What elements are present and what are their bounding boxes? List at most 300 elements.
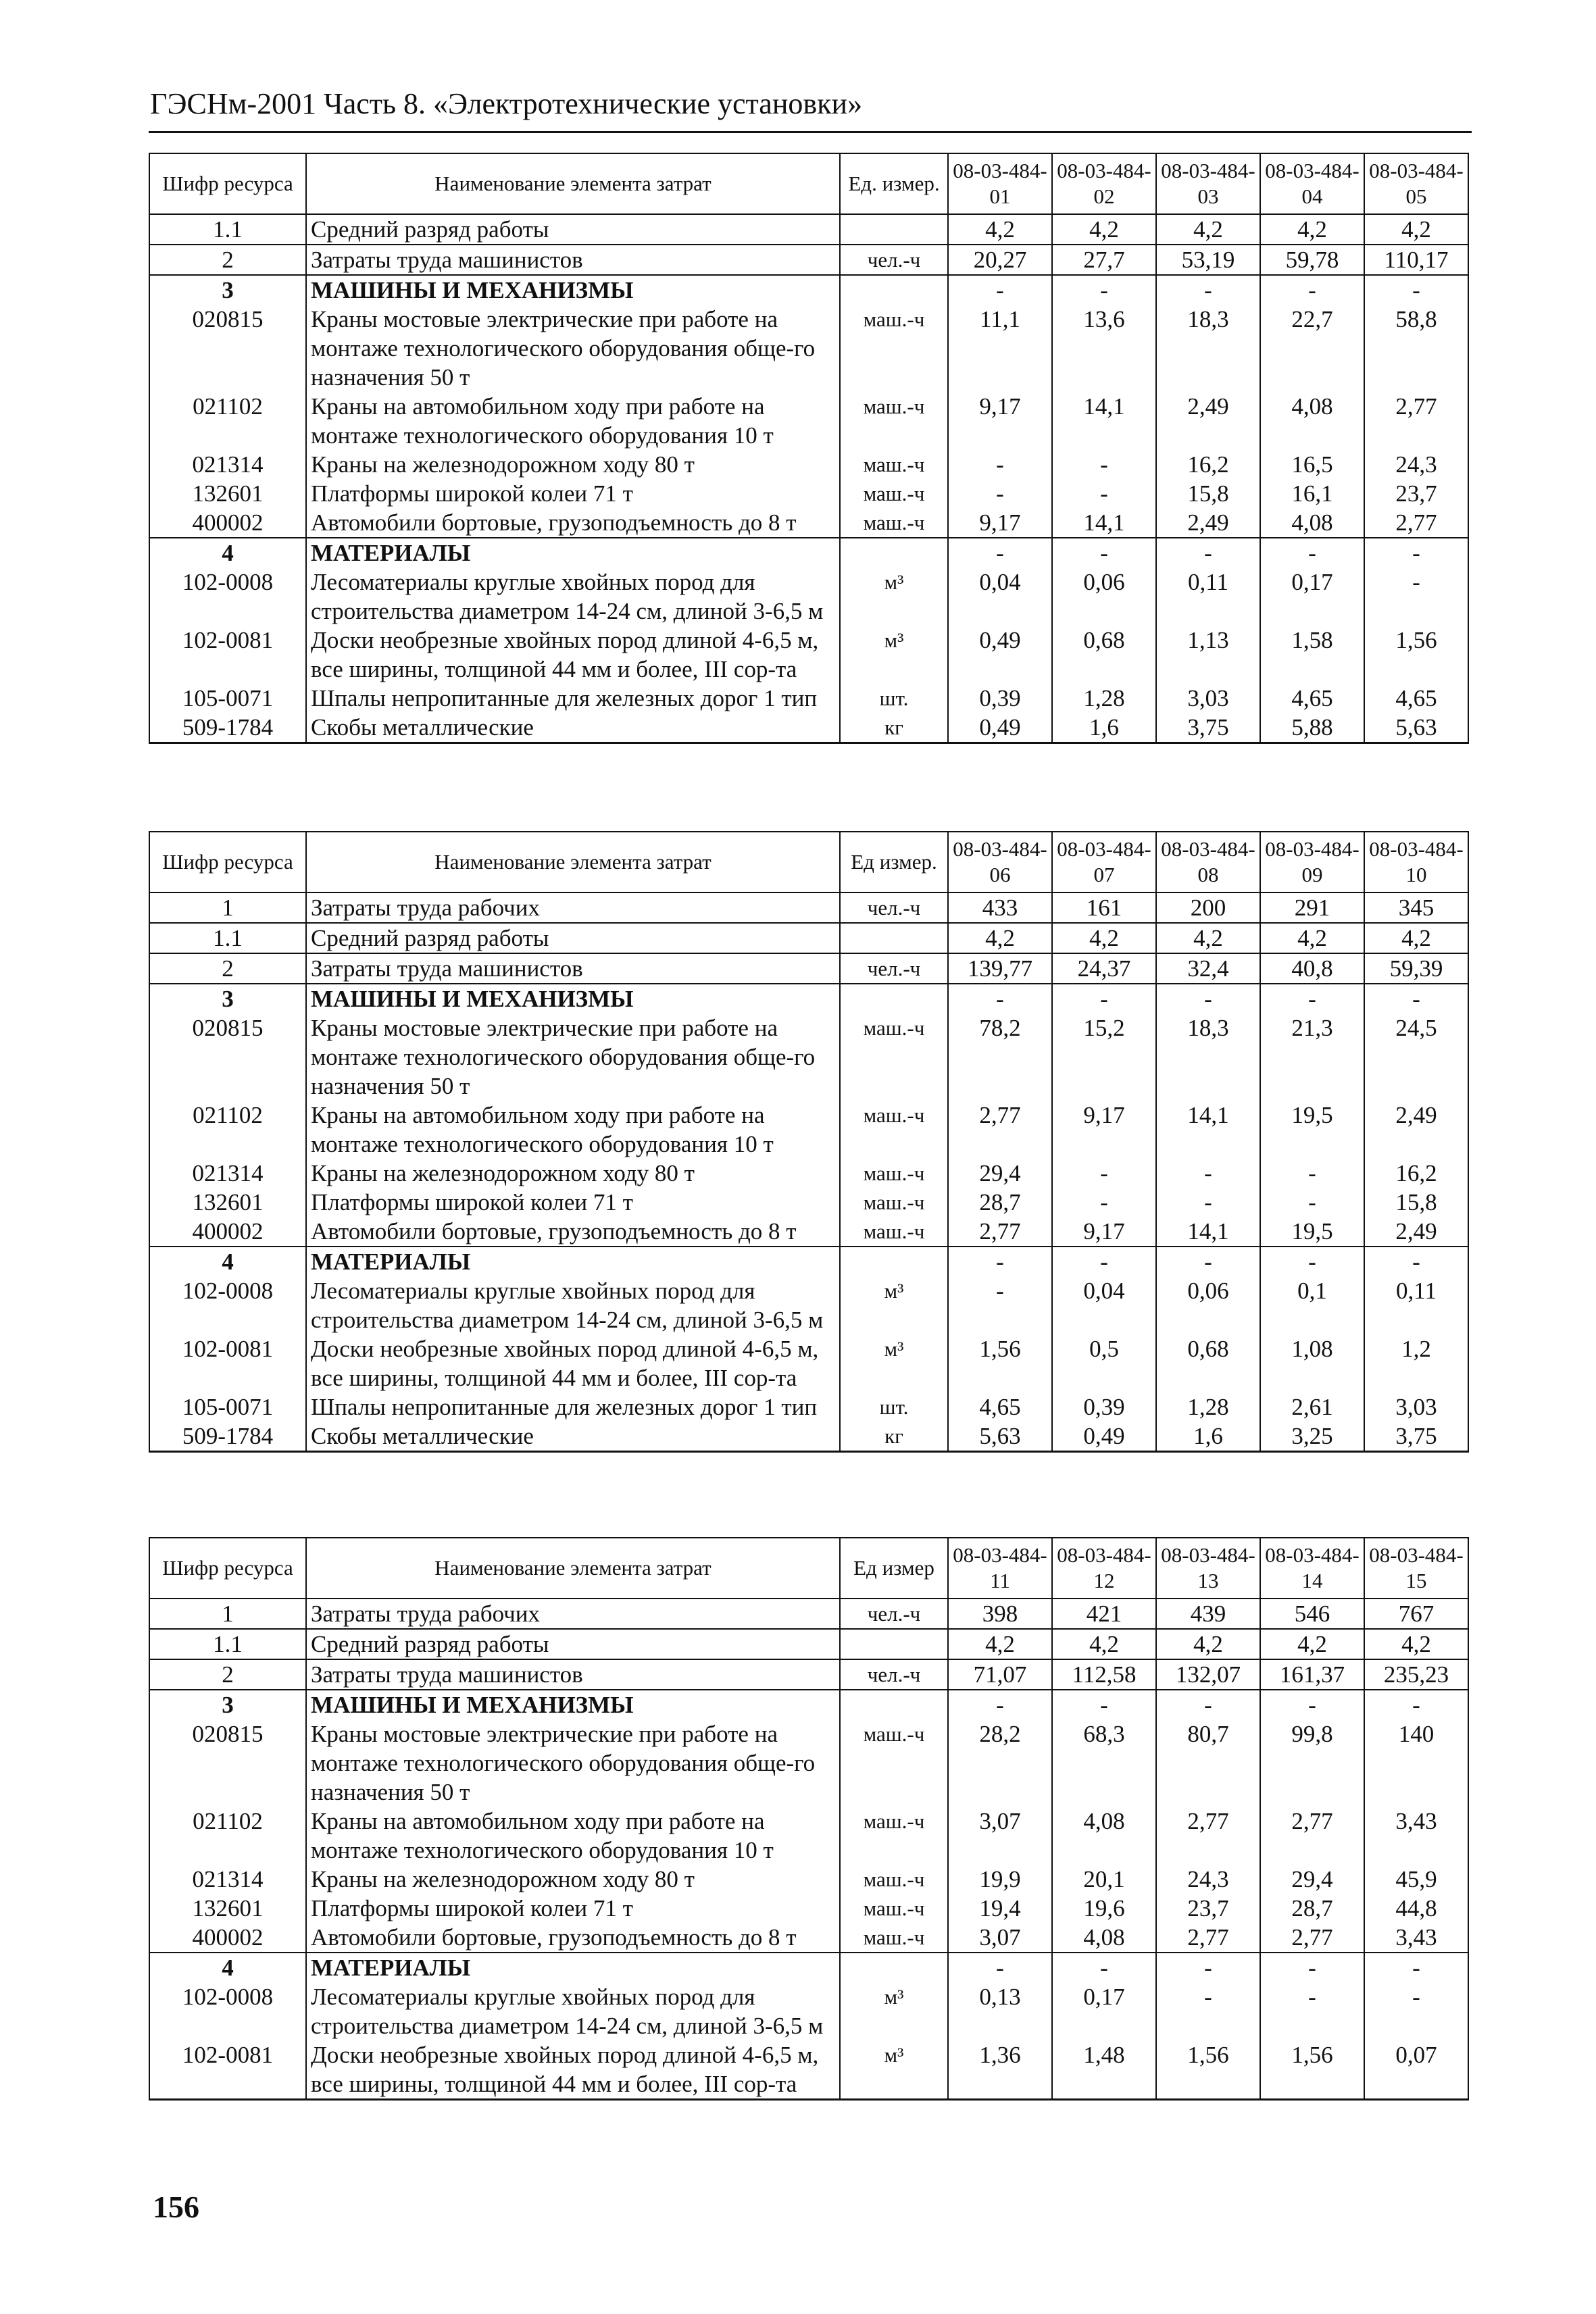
unit-of-measure: м³ [840, 1334, 948, 1392]
norm-value: 9,17 [948, 392, 1052, 450]
table-row [149, 1659, 1468, 1690]
unit-of-measure: маш.-ч [840, 1188, 948, 1217]
norm-value: 23,7 [1156, 1894, 1260, 1923]
norm-value: 4,2 [1364, 1629, 1468, 1659]
norm-value: - [1260, 1690, 1364, 1719]
norm-value: 9,17 [1052, 1101, 1156, 1159]
norm-value: 112,58 [1052, 1659, 1156, 1690]
norm-value: 132,07 [1156, 1659, 1260, 1690]
table-row [149, 245, 1468, 275]
norm-value: 421 [1052, 1599, 1156, 1629]
norm-value: 1,2 [1364, 1334, 1468, 1392]
norm-value: 19,6 [1052, 1894, 1156, 1923]
resource-code: 400002 [149, 1923, 306, 1953]
norm-value: - [1260, 984, 1364, 1013]
header-unit: Ед измер. [840, 832, 948, 892]
header-column-code: 08-03-484-06 [948, 832, 1052, 892]
norm-value: 546 [1260, 1599, 1364, 1629]
norm-value: - [948, 1690, 1052, 1719]
norm-value: 3,03 [1364, 1392, 1468, 1422]
norm-value: 0,49 [948, 713, 1052, 743]
section-row [149, 1247, 1468, 1276]
cost-element-name: Краны мостовые электрические при работе на монтаже технологического оборудования обще-го назначения 50 т [306, 1719, 840, 1807]
resource-code: 3 [149, 984, 306, 1013]
unit-of-measure: чел.-ч [840, 1599, 948, 1629]
cost-element-name: Краны на железнодорожном ходу 80 т [306, 450, 840, 479]
norm-value: 4,2 [1260, 923, 1364, 953]
unit-of-measure: маш.-ч [840, 479, 948, 508]
norm-value: 20,1 [1052, 1865, 1156, 1894]
table-row [149, 1865, 1468, 1894]
section-row [149, 1953, 1468, 1982]
norm-value: 2,77 [1156, 1923, 1260, 1953]
header-unit: Ед измер [840, 1538, 948, 1599]
norm-value: 24,3 [1156, 1865, 1260, 1894]
unit-of-measure: м³ [840, 2040, 948, 2100]
unit-of-measure: м³ [840, 1276, 948, 1334]
norm-value: 16,2 [1156, 450, 1260, 479]
unit-of-measure: маш.-ч [840, 1719, 948, 1807]
norm-value: 40,8 [1260, 953, 1364, 984]
norm-value: - [1364, 568, 1468, 626]
header-code: Шифр ресурса [149, 832, 306, 892]
norm-value: 14,1 [1052, 392, 1156, 450]
norm-value: - [1364, 1953, 1468, 1982]
header-column-code: 08-03-484-10 [1364, 832, 1468, 892]
header-name: Наименование элемента затрат [306, 153, 840, 214]
unit-of-measure [840, 1247, 948, 1276]
norm-value: 0,06 [1052, 568, 1156, 626]
norm-value: - [1052, 1188, 1156, 1217]
norm-value: - [948, 1276, 1052, 1334]
header-column-code: 08-03-484-12 [1052, 1538, 1156, 1599]
norm-value: 0,49 [1052, 1422, 1156, 1452]
norm-value: 0,13 [948, 1982, 1052, 2040]
norm-value: 439 [1156, 1599, 1260, 1629]
norm-value: 19,4 [948, 1894, 1052, 1923]
norm-value: 398 [948, 1599, 1052, 1629]
section-row [149, 538, 1468, 568]
norm-value: 1,28 [1156, 1392, 1260, 1422]
table-row [149, 479, 1468, 508]
table-row [149, 1188, 1468, 1217]
norm-value: 21,3 [1260, 1013, 1364, 1101]
norm-value: 4,2 [1364, 923, 1468, 953]
norm-value: 4,08 [1260, 508, 1364, 538]
norm-value: 3,07 [948, 1807, 1052, 1865]
norm-value: 2,77 [1156, 1807, 1260, 1865]
norm-value: - [948, 450, 1052, 479]
norm-value: 1,48 [1052, 2040, 1156, 2100]
norm-value: 0,07 [1364, 2040, 1468, 2100]
norm-value: 15,2 [1052, 1013, 1156, 1101]
norm-value: - [1364, 1690, 1468, 1719]
norm-value: - [1260, 538, 1364, 568]
table-row [149, 713, 1468, 743]
norm-value: 4,2 [1156, 214, 1260, 245]
resource-code: 509-1784 [149, 1422, 306, 1452]
norm-value: 99,8 [1260, 1719, 1364, 1807]
cost-element-name: Затраты труда машинистов [306, 953, 840, 984]
norm-value: - [1260, 1247, 1364, 1276]
cost-element-name: Затраты труда рабочих [306, 892, 840, 923]
resource-code: 400002 [149, 508, 306, 538]
norm-value: - [948, 1247, 1052, 1276]
resource-code: 4 [149, 1953, 306, 1982]
resource-code: 021314 [149, 450, 306, 479]
norm-value: 0,68 [1156, 1334, 1260, 1392]
resource-code: 132601 [149, 1894, 306, 1923]
resource-code: 1.1 [149, 214, 306, 245]
resource-code: 1 [149, 1599, 306, 1629]
norm-value: 4,65 [1260, 684, 1364, 713]
norm-table-2 [149, 831, 1469, 1453]
norm-value: 4,08 [1052, 1923, 1156, 1953]
norm-value: - [1052, 479, 1156, 508]
norm-value: 24,37 [1052, 953, 1156, 984]
resource-code: 2 [149, 953, 306, 984]
table-row [149, 1719, 1468, 1807]
unit-of-measure: кг [840, 713, 948, 743]
cost-element-name: Платформы широкой колеи 71 т [306, 479, 840, 508]
norm-value: 16,5 [1260, 450, 1364, 479]
norm-value: 4,2 [1052, 1629, 1156, 1659]
table-header-row [149, 832, 1468, 892]
resource-code: 3 [149, 275, 306, 305]
norm-value: 4,2 [1052, 923, 1156, 953]
norm-value: 345 [1364, 892, 1468, 923]
cost-element-name: Платформы широкой колеи 71 т [306, 1894, 840, 1923]
norm-value: 161 [1052, 892, 1156, 923]
cost-element-name: Затраты труда машинистов [306, 1659, 840, 1690]
cost-element-name: Скобы металлические [306, 1422, 840, 1452]
unit-of-measure: чел.-ч [840, 245, 948, 275]
norm-value: 59,39 [1364, 953, 1468, 984]
norm-value: - [1052, 984, 1156, 1013]
cost-element-name: Автомобили бортовые, грузоподъемность до 8 т [306, 1923, 840, 1953]
norm-value: 0,39 [948, 684, 1052, 713]
norm-value: 4,2 [1364, 214, 1468, 245]
norm-value: 4,2 [948, 214, 1052, 245]
norm-value: 5,88 [1260, 713, 1364, 743]
table-row [149, 1217, 1468, 1247]
norm-value: - [1156, 1690, 1260, 1719]
norm-value: 2,49 [1156, 392, 1260, 450]
norm-value: 45,9 [1364, 1865, 1468, 1894]
cost-element-name: МАТЕРИАЛЫ [306, 1247, 840, 1276]
page-number: 156 [153, 2190, 199, 2224]
norm-value: 1,56 [1260, 2040, 1364, 2100]
header-column-code: 08-03-484-03 [1156, 153, 1260, 214]
norm-value: - [1364, 1982, 1468, 2040]
unit-of-measure: маш.-ч [840, 1217, 948, 1247]
norm-value: 4,2 [948, 923, 1052, 953]
unit-of-measure: м³ [840, 1982, 948, 2040]
norm-value: 1,56 [1364, 626, 1468, 684]
cost-element-name: Краны мостовые электрические при работе на монтаже технологического оборудования обще-го назначения 50 т [306, 1013, 840, 1101]
norm-value: - [1156, 1982, 1260, 2040]
norm-value: 19,5 [1260, 1217, 1364, 1247]
section-row [149, 275, 1468, 305]
norm-table-1 [149, 153, 1469, 744]
table-row [149, 1982, 1468, 2040]
norm-value: 78,2 [948, 1013, 1052, 1101]
norm-value: 3,75 [1156, 713, 1260, 743]
norm-value: 1,36 [948, 2040, 1052, 2100]
norm-value: 3,43 [1364, 1807, 1468, 1865]
norm-value: - [1260, 1953, 1364, 1982]
resource-code: 102-0008 [149, 568, 306, 626]
norm-value: - [1156, 1188, 1260, 1217]
norm-value: 2,77 [1364, 392, 1468, 450]
norm-value: 4,2 [1052, 214, 1156, 245]
cost-element-name: МАТЕРИАЛЫ [306, 1953, 840, 1982]
table-row [149, 1599, 1468, 1629]
header-name: Наименование элемента затрат [306, 832, 840, 892]
resource-code: 1.1 [149, 923, 306, 953]
norm-value: - [1364, 538, 1468, 568]
norm-value: 2,77 [1364, 508, 1468, 538]
header-name: Наименование элемента затрат [306, 1538, 840, 1599]
resource-code: 102-0081 [149, 626, 306, 684]
resource-code: 020815 [149, 1719, 306, 1807]
table-row [149, 305, 1468, 392]
norm-value: - [1052, 1247, 1156, 1276]
norm-value: 29,4 [948, 1159, 1052, 1188]
norm-value: 80,7 [1156, 1719, 1260, 1807]
norm-value: 4,2 [1260, 214, 1364, 245]
resource-code: 400002 [149, 1217, 306, 1247]
table-row [149, 1276, 1468, 1334]
norm-value: 23,7 [1364, 479, 1468, 508]
unit-of-measure: маш.-ч [840, 1923, 948, 1953]
norm-value: - [1156, 1953, 1260, 1982]
unit-of-measure: маш.-ч [840, 450, 948, 479]
cost-element-name: Автомобили бортовые, грузоподъемность до 8 т [306, 508, 840, 538]
norm-value: 11,1 [948, 305, 1052, 392]
resource-code: 102-0081 [149, 2040, 306, 2100]
norm-value: - [1052, 450, 1156, 479]
norm-value: 53,19 [1156, 245, 1260, 275]
norm-value: 28,2 [948, 1719, 1052, 1807]
unit-of-measure: чел.-ч [840, 1659, 948, 1690]
norm-value: - [1364, 984, 1468, 1013]
header-column-code: 08-03-484-13 [1156, 1538, 1260, 1599]
table-row [149, 892, 1468, 923]
resource-code: 1 [149, 892, 306, 923]
norm-value: 4,08 [1260, 392, 1364, 450]
unit-of-measure: маш.-ч [840, 508, 948, 538]
section-row [149, 984, 1468, 1013]
norm-value: 1,56 [948, 1334, 1052, 1392]
table-header-row [149, 153, 1468, 214]
norm-value: 2,77 [948, 1101, 1052, 1159]
norm-value: 0,04 [1052, 1276, 1156, 1334]
norm-value: - [1260, 275, 1364, 305]
resource-code: 4 [149, 538, 306, 568]
norm-value: 110,17 [1364, 245, 1468, 275]
norm-value: - [1364, 275, 1468, 305]
norm-value: 16,1 [1260, 479, 1364, 508]
cost-element-name: Краны на автомобильном ходу при работе на монтаже технологического оборудования 10 т [306, 1101, 840, 1159]
table-row [149, 1894, 1468, 1923]
resource-code: 105-0071 [149, 1392, 306, 1422]
unit-of-measure: маш.-ч [840, 1865, 948, 1894]
norm-value: 433 [948, 892, 1052, 923]
resource-code: 2 [149, 245, 306, 275]
cost-element-name: МАТЕРИАЛЫ [306, 538, 840, 568]
cost-element-name: Краны на железнодорожном ходу 80 т [306, 1865, 840, 1894]
resource-code: 132601 [149, 479, 306, 508]
norm-value: 5,63 [948, 1422, 1052, 1452]
norm-value: 3,43 [1364, 1923, 1468, 1953]
resource-code: 2 [149, 1659, 306, 1690]
norm-value: 140 [1364, 1719, 1468, 1807]
cost-element-name: Краны мостовые электрические при работе на монтаже технологического оборудования обще-го назначения 50 т [306, 305, 840, 392]
norm-value: 44,8 [1364, 1894, 1468, 1923]
table-row [149, 568, 1468, 626]
norm-value: 0,11 [1156, 568, 1260, 626]
resource-code: 3 [149, 1690, 306, 1719]
table-row [149, 1159, 1468, 1188]
unit-of-measure [840, 275, 948, 305]
norm-value: 1,58 [1260, 626, 1364, 684]
norm-value: 4,08 [1052, 1807, 1156, 1865]
cost-element-name: Шпалы непропитанные для железных дорог 1 тип [306, 1392, 840, 1422]
norm-value: - [948, 275, 1052, 305]
cost-element-name: Затраты труда рабочих [306, 1599, 840, 1629]
unit-of-measure: маш.-ч [840, 1807, 948, 1865]
norm-value: 1,13 [1156, 626, 1260, 684]
norm-value: 4,2 [1260, 1629, 1364, 1659]
header-rule [149, 131, 1472, 133]
norm-value: 22,7 [1260, 305, 1364, 392]
norm-value: 0,39 [1052, 1392, 1156, 1422]
norm-value: 32,4 [1156, 953, 1260, 984]
norm-value: 3,75 [1364, 1422, 1468, 1452]
cost-element-name: МАШИНЫ И МЕХАНИЗМЫ [306, 984, 840, 1013]
norm-value: 4,2 [1156, 923, 1260, 953]
resource-code: 509-1784 [149, 713, 306, 743]
norm-value: 15,8 [1156, 479, 1260, 508]
unit-of-measure: маш.-ч [840, 1101, 948, 1159]
header-column-code: 08-03-484-01 [948, 153, 1052, 214]
cost-element-name: Лесоматериалы круглые хвойных пород для строительства диаметром 14-24 см, длиной 3-6,5 м [306, 568, 840, 626]
cost-element-name: Краны на железнодорожном ходу 80 т [306, 1159, 840, 1188]
table-row [149, 1334, 1468, 1392]
norm-value: 2,77 [1260, 1923, 1364, 1953]
norm-value: 161,37 [1260, 1659, 1364, 1690]
cost-element-name: Средний разряд работы [306, 923, 840, 953]
table-row [149, 684, 1468, 713]
norm-value: 1,56 [1156, 2040, 1260, 2100]
header-column-code: 08-03-484-14 [1260, 1538, 1364, 1599]
unit-of-measure: кг [840, 1422, 948, 1452]
norm-value: 3,25 [1260, 1422, 1364, 1452]
norm-value: 59,78 [1260, 245, 1364, 275]
table-header-row [149, 1538, 1468, 1599]
norm-value: - [1052, 275, 1156, 305]
norm-value: 0,1 [1260, 1276, 1364, 1334]
norm-value: - [1052, 538, 1156, 568]
norm-value: 2,61 [1260, 1392, 1364, 1422]
table-row [149, 392, 1468, 450]
header-column-code: 08-03-484-09 [1260, 832, 1364, 892]
norm-value: 24,5 [1364, 1013, 1468, 1101]
norm-value: 19,9 [948, 1865, 1052, 1894]
resource-code: 020815 [149, 1013, 306, 1101]
norm-value: 200 [1156, 892, 1260, 923]
cost-element-name: Шпалы непропитанные для железных дорог 1 тип [306, 684, 840, 713]
resource-code: 1.1 [149, 1629, 306, 1659]
header-column-code: 08-03-484-02 [1052, 153, 1156, 214]
norm-value: 0,17 [1052, 1982, 1156, 2040]
norm-value: - [1156, 538, 1260, 568]
header-column-code: 08-03-484-08 [1156, 832, 1260, 892]
table-row [149, 508, 1468, 538]
norm-value: 1,6 [1156, 1422, 1260, 1452]
table-row [149, 1807, 1468, 1865]
norm-value: 235,23 [1364, 1659, 1468, 1690]
resource-code: 021102 [149, 1807, 306, 1865]
cost-element-name: Доски необрезные хвойных пород длиной 4-6,5 м, все ширины, толщиной 44 мм и более, III сор-та [306, 2040, 840, 2100]
resource-code: 102-0008 [149, 1276, 306, 1334]
norm-value: 4,2 [1156, 1629, 1260, 1659]
norm-value: 4,65 [1364, 684, 1468, 713]
table-row [149, 1629, 1468, 1659]
norm-value: 20,27 [948, 245, 1052, 275]
table-row [149, 626, 1468, 684]
cost-element-name: Средний разряд работы [306, 1629, 840, 1659]
norm-value: 9,17 [1052, 1217, 1156, 1247]
unit-of-measure: чел.-ч [840, 892, 948, 923]
cost-element-name: Доски необрезные хвойных пород длиной 4-6,5 м, все ширины, толщиной 44 мм и более, III сор-та [306, 1334, 840, 1392]
unit-of-measure: маш.-ч [840, 305, 948, 392]
cost-element-name: Лесоматериалы круглые хвойных пород для строительства диаметром 14-24 см, длиной 3-6,5 м [306, 1276, 840, 1334]
norm-value: 3,03 [1156, 684, 1260, 713]
table-row [149, 953, 1468, 984]
norm-value: 9,17 [948, 508, 1052, 538]
table-row [149, 214, 1468, 245]
norm-value: 29,4 [1260, 1865, 1364, 1894]
unit-of-measure: маш.-ч [840, 1894, 948, 1923]
norm-value: 14,1 [1052, 508, 1156, 538]
unit-of-measure [840, 984, 948, 1013]
cost-element-name: Доски необрезные хвойных пород длиной 4-6,5 м, все ширины, толщиной 44 мм и более, III сор-та [306, 626, 840, 684]
page-header: ГЭСНм-2001 Часть 8. «Электротехнические установки» [150, 87, 863, 120]
unit-of-measure [840, 1953, 948, 1982]
norm-value: - [948, 479, 1052, 508]
unit-of-measure: маш.-ч [840, 1013, 948, 1101]
norm-value: - [1052, 1159, 1156, 1188]
norm-value: 0,04 [948, 568, 1052, 626]
norm-value: 4,65 [948, 1392, 1052, 1422]
resource-code: 102-0081 [149, 1334, 306, 1392]
header-column-code: 08-03-484-11 [948, 1538, 1052, 1599]
norm-value: 68,3 [1052, 1719, 1156, 1807]
unit-of-measure [840, 1629, 948, 1659]
norm-value: - [1260, 1982, 1364, 2040]
norm-value: 18,3 [1156, 1013, 1260, 1101]
cost-element-name: Платформы широкой колеи 71 т [306, 1188, 840, 1217]
table-row [149, 1392, 1468, 1422]
unit-of-measure: шт. [840, 684, 948, 713]
resource-code: 021314 [149, 1159, 306, 1188]
norm-value: 18,3 [1156, 305, 1260, 392]
table-row [149, 2040, 1468, 2100]
table-row [149, 923, 1468, 953]
header-column-code: 08-03-484-04 [1260, 153, 1364, 214]
